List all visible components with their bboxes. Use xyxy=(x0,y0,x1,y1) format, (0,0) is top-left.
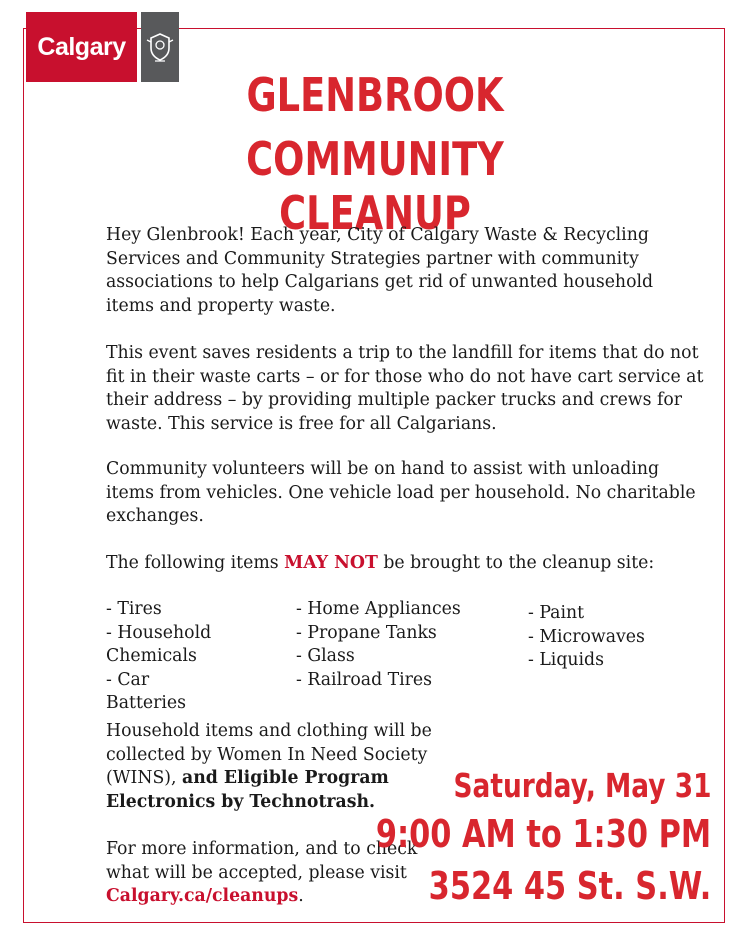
info-end: . xyxy=(298,886,304,906)
prohibited-list-3 xyxy=(528,602,678,673)
donation-paragraph xyxy=(106,720,446,814)
prohibited-list-2 xyxy=(296,598,496,692)
logo-text: Calgary xyxy=(37,32,126,61)
title-line-1: GLENBROOK xyxy=(246,68,504,122)
service-paragraph: This event saves residents a trip to the landfill for items that do not fit in their waste carts – or for those who do not have cart service at their address – by providing multiple packer trucks and crews for waste. This service is free for all Calgarians. xyxy=(106,343,704,434)
info-text: For more information, and to check what will be accepted, please visit xyxy=(106,839,418,883)
title-line-2: COMMUNITY CLEANUP xyxy=(246,132,504,240)
coat-of-arms-icon xyxy=(141,12,179,82)
list-item: - Paint xyxy=(528,603,585,623)
list-item: - Home Appliances xyxy=(296,599,461,619)
intro-paragraph: Hey Glenbrook! Each year, City of Calgary Waste & Recycling Services and Community Strategies partner with community associations to help Calgarians get rid of unwanted household items and property waste. xyxy=(106,225,654,316)
list-item: - Railroad Tires xyxy=(296,669,433,690)
donation-bold-text: and Eligible Program Electronics by Technotrash. xyxy=(106,768,389,812)
list-item: - Glass xyxy=(296,646,355,666)
calgary-logo xyxy=(26,12,137,82)
list-item: - Household Chemicals xyxy=(106,622,212,666)
cleanups-link[interactable]: Calgary.ca/cleanups xyxy=(106,886,299,906)
donation-text: Household items and clothing will be collected by Women In Need Society (WINS), xyxy=(106,721,432,788)
volunteer-paragraph: Community volunteers will be on hand to assist with unloading items from vehicles. One vehicle load per household. No charitable exchanges. xyxy=(106,459,696,526)
event-address: 3524 45 St. S.W. xyxy=(428,864,711,908)
may-not-emphasis: MAY NOT xyxy=(284,553,378,573)
event-date: Saturday, May 31 xyxy=(453,766,711,805)
event-time: 9:00 AM to 1:30 PM xyxy=(375,812,711,856)
prohibited-list-1 xyxy=(106,598,226,716)
list-item: - Tires xyxy=(106,599,162,619)
list-item: - Microwaves xyxy=(528,626,645,647)
prohibited-intro xyxy=(106,552,706,576)
prohibited-intro-end: be brought to the cleanup site: xyxy=(377,553,655,573)
list-item: - Car Batteries xyxy=(106,669,187,713)
list-item: - Liquids xyxy=(528,650,604,670)
list-item: - Propane Tanks xyxy=(296,622,437,643)
prohibited-intro-start: The following items xyxy=(106,553,285,573)
